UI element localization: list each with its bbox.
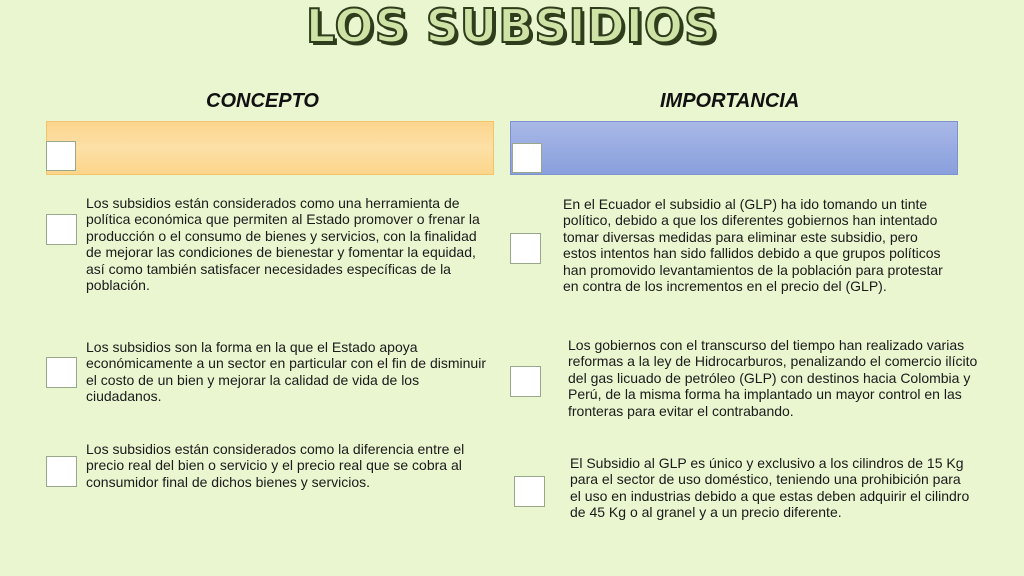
concepto-item-1: Los subsidios están considerados como una herramienta de política económica que permiten al Estado promover o frenar la producción o el consumo de bienes y servicios, con la finalidad de mejorar las condiciones de bienestar y fomentar la equidad, así como también satisfacer necesidades específicas de la población.	[86, 195, 480, 294]
importancia-item-3: El Subsidio al GLP es único y exclusivo a los cilindros de 15 Kg para el sector de uso doméstico, teniendo una prohibición para el uso en industrias debido a que estas deben adquirir el cilindro de 45 Kg o al granel y a un precio diferente.	[570, 455, 970, 521]
importancia-item-1: En el Ecuador el subsidio al (GLP) ha ido tomando un tinte político, debido a que los diferentes gobiernos han intentado tomar diversas medidas para eliminar este subsidio, pero estos intentos han sido fallidos debido a que grupos políticos han promovido levantamientos de la población para protestar en contra de los incrementos en el precio del (GLP).	[563, 196, 943, 295]
importancia-bar-square	[512, 143, 542, 173]
concepto-heading: CONCEPTO	[206, 90, 319, 112]
importancia-bullet-1	[510, 233, 541, 264]
concepto-bullet-2	[46, 357, 77, 388]
importancia-bullet-2	[510, 366, 541, 397]
concepto-bar-square	[46, 141, 76, 171]
concepto-item-2: Los subsidios son la forma en la que el Estado apoya económicamente a un sector en particular con el fin de disminuir el costo de un bien y mejorar la calidad de vida de los ciudadanos.	[86, 339, 486, 405]
concepto-bullet-3	[46, 456, 77, 487]
importancia-bullet-3	[514, 476, 545, 507]
page-title: LOS SUBSIDIOS	[305, 0, 719, 53]
concepto-header-bar	[46, 121, 494, 175]
concepto-bullet-1	[46, 214, 77, 245]
importancia-heading: IMPORTANCIA	[660, 90, 800, 112]
importancia-header-bar	[510, 121, 958, 175]
concepto-item-3: Los subsidios están considerados como la diferencia entre el precio real del bien o servicio y el precio real que se cobra al consumidor final de dichos bienes y servicios.	[86, 441, 465, 490]
importancia-item-2: Los gobiernos con el transcurso del tiempo han realizado varias reformas a la ley de Hidrocarburos, penalizando el comercio ilícito del gas licuado de petróleo (GLP) con destinos hacia Colombia y Perú, de la misma forma ha implantado un mayor control en las fronteras para evitar el contrabando.	[568, 337, 978, 419]
